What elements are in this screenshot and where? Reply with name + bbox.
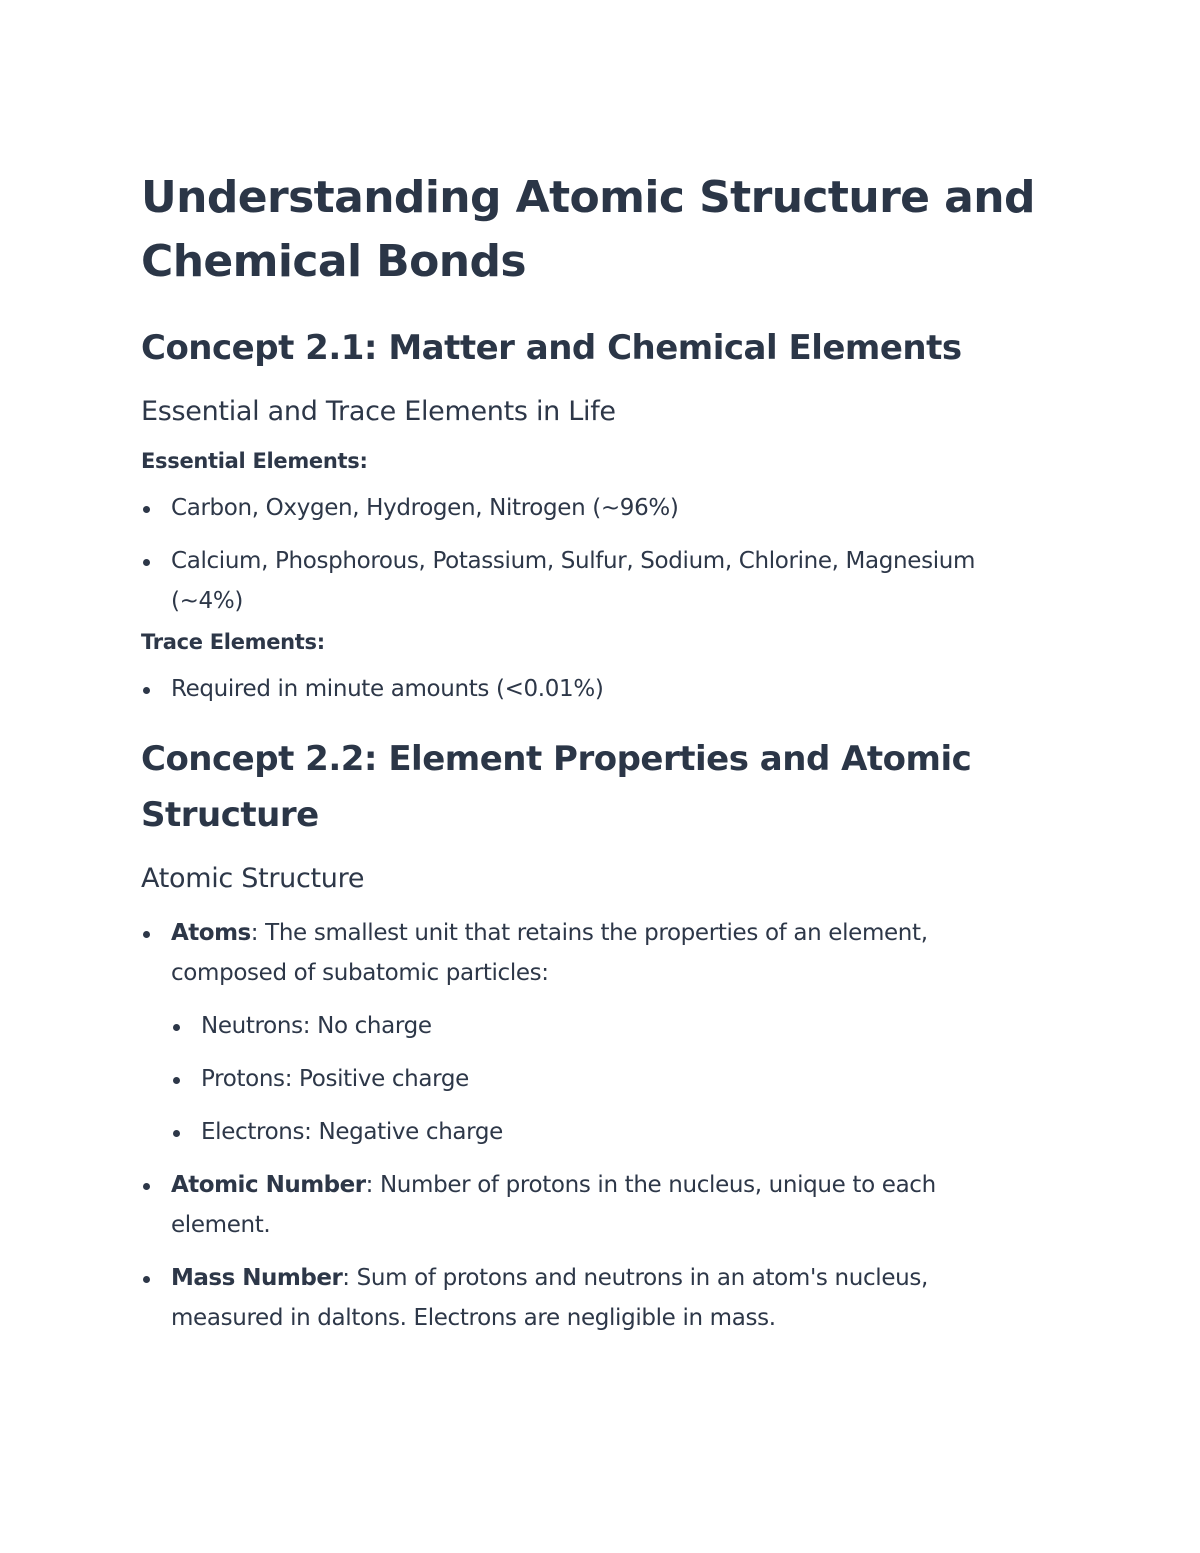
list-item-mass-number	[141, 1258, 1041, 1338]
term-atoms: Atoms	[171, 920, 251, 946]
list-item: Required in minute amounts (<0.01%)	[141, 669, 1041, 709]
section-concept-2-1	[141, 320, 1041, 709]
group-label-essential: Essential Elements:	[141, 449, 368, 473]
section-subheading: Atomic Structure	[141, 863, 365, 894]
section-heading: Concept 2.2: Element Properties and Atomic Structure	[141, 739, 972, 835]
atomic-structure-list	[141, 913, 1041, 1338]
list-item: Carbon, Oxygen, Hydrogen, Nitrogen (~96%)	[141, 488, 1041, 528]
definition-atomic-number: : Number of protons in the nucleus, unique to each element.	[171, 1172, 936, 1238]
list-item-atoms	[141, 913, 1041, 1152]
definition-mass-number: : Sum of protons and neutrons in an atom's nucleus, measured in daltons. Electrons are negligible in mass.	[171, 1265, 928, 1331]
document-title: Understanding Atomic Structure and Chemical Bonds	[141, 172, 1035, 287]
list-item: Protons: Positive charge	[171, 1059, 1041, 1099]
document-page	[141, 166, 1041, 1351]
list-item: Neutrons: No charge	[171, 1006, 1041, 1046]
section-subheading: Essential and Trace Elements in Life	[141, 396, 616, 427]
section-concept-2-2	[141, 731, 1041, 1338]
term-mass-number: Mass Number	[171, 1265, 343, 1291]
subatomic-particles-list	[171, 1006, 1041, 1152]
list-item-atomic-number	[141, 1165, 1041, 1245]
list-item: Electrons: Negative charge	[171, 1112, 1041, 1152]
essential-elements-list	[141, 488, 1041, 621]
term-atomic-number: Atomic Number	[171, 1172, 366, 1198]
group-label-trace: Trace Elements:	[141, 630, 325, 654]
definition-atoms: : The smallest unit that retains the properties of an element, composed of subatomic particles:	[171, 920, 928, 986]
section-heading: Concept 2.1: Matter and Chemical Elements	[141, 328, 962, 368]
list-item: Calcium, Phosphorous, Potassium, Sulfur, Sodium, Chlorine, Magnesium (~4%)	[141, 541, 1041, 621]
trace-elements-list	[141, 669, 1041, 709]
